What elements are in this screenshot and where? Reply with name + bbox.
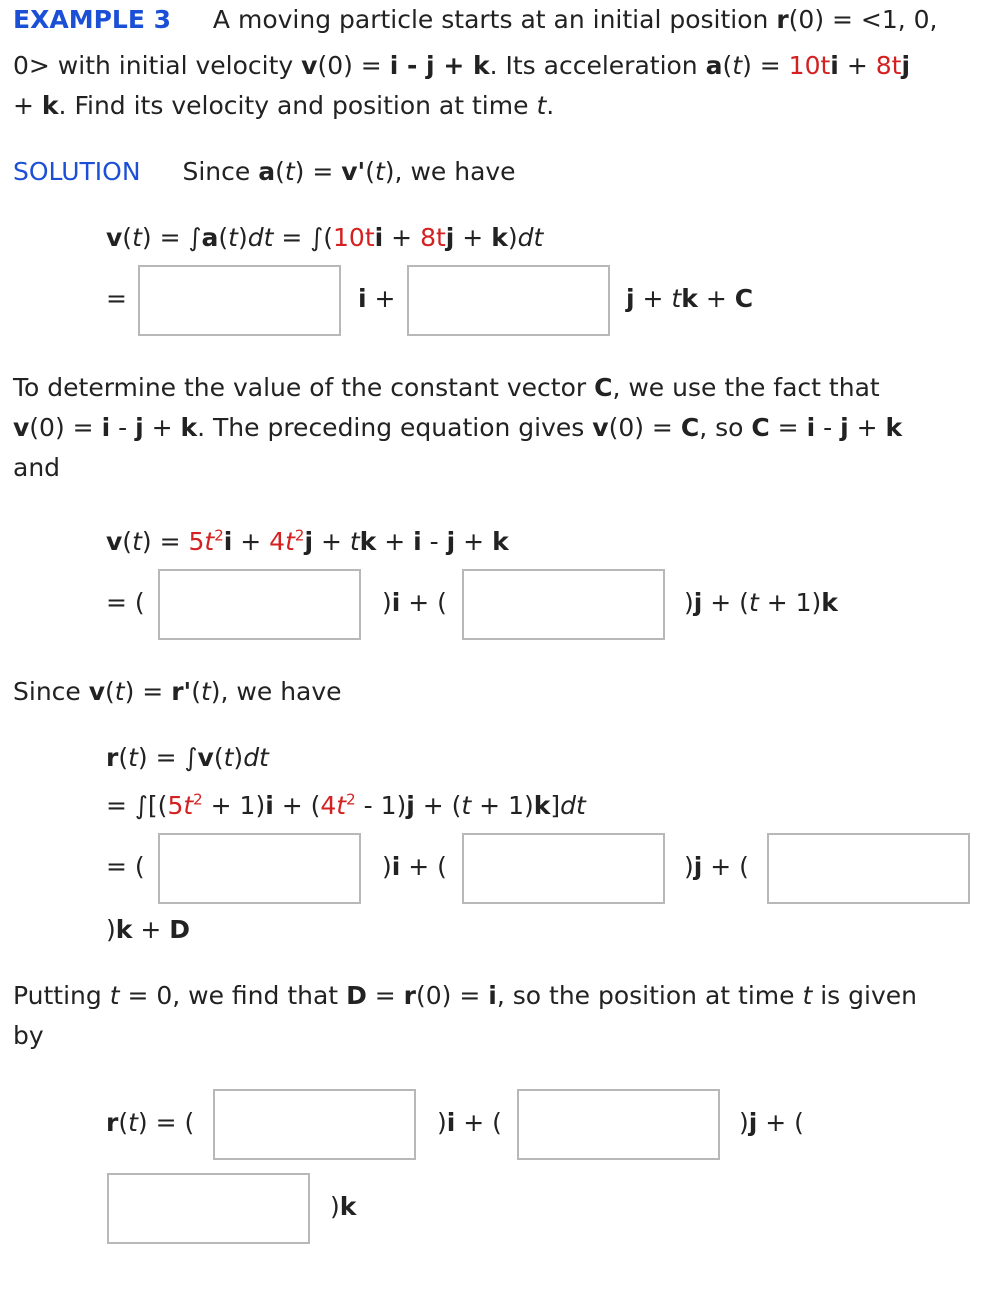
problem-line-3: + k. Find its velocity and position at time t.: [13, 91, 555, 120]
row3-open: = (: [106, 852, 145, 881]
row1-equals: =: [106, 284, 127, 313]
row2-mid: )i + (: [382, 588, 447, 617]
velocity-expanded-equation: $v(t) = 5t^2i + 4t^2j$ + tk + i - j + k: [106, 526, 509, 556]
velocity-integral-equation: v(t) = ∫a(t)dt = ∫(10ti + 8tj + k)dt: [106, 223, 544, 252]
problem-line-1: EXAMPLE 3 A moving particle starts at an initial position r(0) = <1, 0,: [13, 5, 938, 34]
velocity-i-grouped-input[interactable]: [158, 569, 361, 640]
row1-between: i +: [358, 284, 396, 313]
problem-line-2: 0> with initial velocity v(0) = i - j + k. Its acceleration a(t) = 10ti + 8tj: [13, 51, 911, 80]
solution-line: SOLUTION Since a(t) = v'(t), we have: [13, 157, 516, 186]
since-v-line: Since v(t) = r'(t), we have: [13, 677, 342, 706]
accel-coef-1: 10t: [788, 51, 831, 80]
row3-tail: )k + D: [106, 915, 191, 944]
row2-after: )j + (t + 1)k: [684, 588, 838, 617]
row4-tail: )k: [330, 1192, 357, 1221]
position-j-input[interactable]: [462, 833, 665, 904]
velocity-j-coef-input[interactable]: [407, 265, 610, 336]
position-integral-line-1: r(t) = ∫v(t)dt: [106, 743, 269, 772]
constant-para-line-3: and: [13, 453, 61, 482]
row4-after: )j + (: [739, 1108, 804, 1137]
position-i-input[interactable]: [158, 833, 361, 904]
row3-after: )j + (: [684, 852, 749, 881]
example-label: EXAMPLE 3: [13, 5, 172, 34]
position-integral-line-2: = $\int[(5t^2 + 1)i + (4t^2 - 1)j + (t + 1)k]dt$: [106, 790, 586, 820]
final-position-k-input[interactable]: [107, 1173, 310, 1244]
velocity-i-coef-input[interactable]: [138, 265, 341, 336]
row4-mid: )i + (: [437, 1108, 502, 1137]
final-position-j-input[interactable]: [517, 1089, 720, 1160]
row4-lhs: r(t) = (: [106, 1108, 195, 1137]
solution-label: SOLUTION: [13, 157, 141, 186]
putting-para-line-2: by: [13, 1021, 44, 1050]
velocity-j-grouped-input[interactable]: [462, 569, 665, 640]
position-k-input[interactable]: [767, 833, 970, 904]
putting-para-line-1: Putting t = 0, we find that D = r(0) = i, so the position at time t is given: [13, 981, 917, 1010]
constant-para-line-2: v(0) = i - j + k. The preceding equation gives v(0) = C, so C = i - j + k: [13, 413, 903, 442]
row3-mid: )i + (: [382, 852, 447, 881]
row1-after: j + tk + C: [626, 284, 754, 313]
constant-para-line-1: To determine the value of the constant vector C, we use the fact that: [13, 373, 880, 402]
final-position-i-input[interactable]: [213, 1089, 416, 1160]
row2-open: = (: [106, 588, 145, 617]
accel-coef-2: 8t: [875, 51, 902, 80]
